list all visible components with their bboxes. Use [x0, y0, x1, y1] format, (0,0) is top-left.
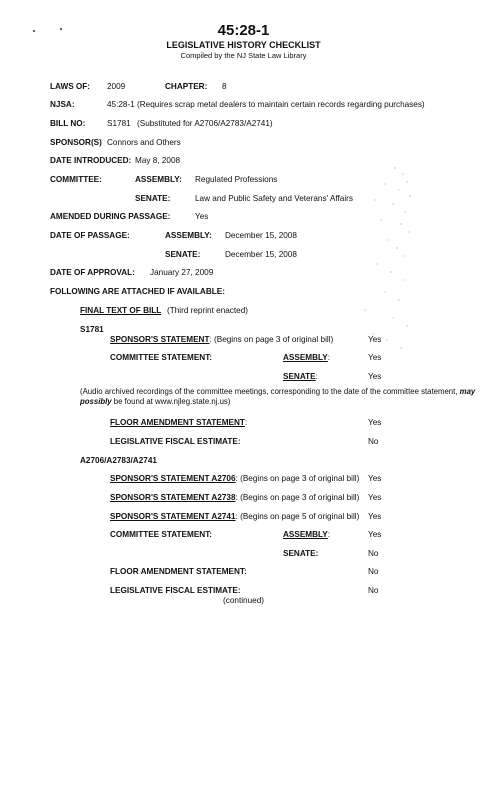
- continued-marker: (continued): [223, 596, 264, 605]
- approval-label: DATE OF APPROVAL:: [50, 268, 135, 277]
- committee-assembly-value: Regulated Professions: [195, 175, 278, 184]
- final-text-note: (Third reprint enacted): [167, 306, 248, 315]
- document-title: 45:28-1: [217, 22, 270, 39]
- s1781-sponsor-label: SPONSOR'S STATEMENT: [110, 335, 210, 344]
- following-heading: FOLLOWING ARE ATTACHED IF AVAILABLE:: [50, 287, 225, 296]
- a-assembly-value: Yes: [368, 530, 382, 539]
- a-fiscal-value: No: [368, 586, 379, 595]
- scan-noise: [355, 160, 415, 360]
- a2706-sponsor-statement: [110, 474, 359, 484]
- a2741-sponsor-value: Yes: [368, 512, 382, 521]
- a2741-sponsor-note: : (Begins on page 5 of original bill): [235, 512, 360, 521]
- laws-of-value: 2009: [107, 82, 126, 91]
- s1781-floor-label: FLOOR AMENDMENT STATEMENT: [110, 418, 245, 427]
- amended-label: AMENDED DURING PASSAGE:: [50, 212, 171, 221]
- passage-assembly-value: December 15, 2008: [225, 231, 297, 240]
- a-floor-value: No: [368, 567, 379, 576]
- s1781-senate-label: SENATE: [283, 372, 316, 381]
- njsa-label: NJSA:: [50, 100, 75, 109]
- s1781-floor: FLOOR AMENDMENT STATEMENT:: [110, 418, 248, 427]
- a-assembly-label: ASSEMBLY: [283, 530, 328, 539]
- bill-no-note: (Substituted for A2706/A2783/A2741): [137, 119, 273, 128]
- a2706-sponsor-label: SPONSOR'S STATEMENT A2706: [110, 474, 236, 483]
- a-fiscal-label: LEGISLATIVE FISCAL ESTIMATE:: [110, 586, 241, 595]
- s1781-fiscal-label: LEGISLATIVE FISCAL ESTIMATE:: [110, 437, 241, 446]
- committee-label: COMMITTEE:: [50, 175, 102, 184]
- audio-note-emphasis: may possibly: [80, 387, 476, 406]
- a-floor-label: FLOOR AMENDMENT STATEMENT:: [110, 567, 247, 576]
- a-assembly: ASSEMBLY:: [283, 530, 331, 539]
- laws-of-label: LAWS OF:: [50, 82, 91, 91]
- compiled-by: Compiled by the NJ State Law Library: [180, 51, 307, 60]
- a-bills-heading: A2706/A2783/A2741: [80, 456, 157, 465]
- a-senate-label: SENATE:: [283, 549, 319, 558]
- chapter-label: CHAPTER:: [165, 82, 208, 91]
- njsa-value: 45:28-1 (Requires scrap metal dealers to maintain certain records regarding purchases): [107, 100, 425, 109]
- a2738-sponsor-statement: [110, 493, 359, 503]
- s1781-sponsor-note: : (Begins on page 3 of original bill): [209, 335, 334, 344]
- s1781-senate: SENATE:: [283, 372, 318, 381]
- a2738-sponsor-note: : (Begins on page 3 of original bill): [235, 493, 360, 502]
- bill-no-value: S1781: [107, 119, 131, 128]
- a2738-sponsor-value: Yes: [368, 493, 382, 502]
- date-introduced-value: May 8, 2008: [135, 156, 181, 165]
- sponsors-value: Connors and Others: [107, 138, 181, 147]
- audio-note-text-1: (Audio archived recordings of the committee meetings, corresponding to the date of the committee statement,: [80, 387, 460, 396]
- bill-no-label: BILL NO:: [50, 119, 86, 128]
- a-senate-value: No: [368, 549, 379, 558]
- approval-value: January 27, 2009: [150, 268, 214, 277]
- a2741-sponsor-label: SPONSOR'S STATEMENT A2741: [110, 512, 236, 521]
- chapter-value: 8: [222, 82, 227, 91]
- date-introduced-label: DATE INTRODUCED:: [50, 156, 132, 165]
- s1781-floor-value: Yes: [368, 418, 382, 427]
- audio-note-text-2: be found at www.njleg.state.nj.us): [111, 396, 231, 406]
- passage-senate-value: December 15, 2008: [225, 250, 297, 259]
- s1781-committee-label: COMMITTEE STATEMENT:: [110, 353, 213, 362]
- document-subtitle: LEGISLATIVE HISTORY CHECKLIST: [166, 40, 321, 50]
- committee-senate-label: SENATE:: [135, 194, 171, 203]
- a2706-sponsor-note: : (Begins on page 3 of original bill): [235, 474, 360, 483]
- final-text-label: FINAL TEXT OF BILL: [80, 306, 162, 315]
- committee-assembly-label: ASSEMBLY:: [135, 175, 182, 184]
- committee-senate-value: Law and Public Safety and Veterans' Affairs: [195, 194, 353, 203]
- s1781-sponsor-statement: [110, 335, 333, 345]
- s1781-fiscal-value: No: [368, 437, 379, 446]
- passage-label: DATE OF PASSAGE:: [50, 231, 130, 240]
- s1781-sponsor-value: Yes: [368, 335, 382, 344]
- s1781-heading: S1781: [80, 325, 104, 334]
- passage-assembly-label: ASSEMBLY:: [165, 231, 212, 240]
- audio-archive-note: [80, 387, 480, 406]
- a2706-sponsor-value: Yes: [368, 474, 382, 483]
- s1781-senate-value: Yes: [368, 372, 382, 381]
- passage-senate-label: SENATE:: [165, 250, 201, 259]
- a2738-sponsor-label: SPONSOR'S STATEMENT A2738: [110, 493, 236, 502]
- s1781-assembly-label: ASSEMBLY: [283, 353, 328, 362]
- s1781-assembly-value: Yes: [368, 353, 382, 362]
- amended-value: Yes: [195, 212, 209, 221]
- a-committee-label: COMMITTEE STATEMENT:: [110, 530, 213, 539]
- s1781-assembly: ASSEMBLY:: [283, 353, 331, 362]
- sponsors-label: SPONSOR(S): [50, 138, 102, 147]
- a2741-sponsor-statement: [110, 512, 359, 522]
